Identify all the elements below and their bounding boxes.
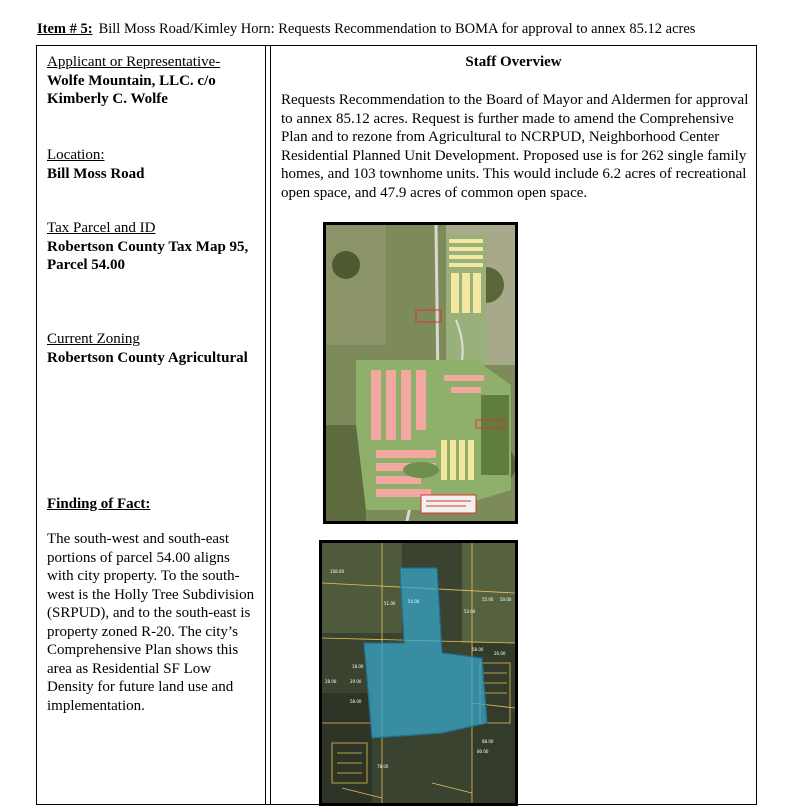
staff-overview-heading: Staff Overview: [465, 54, 562, 70]
tax-parcel-field: [47, 219, 259, 275]
parcel-label: 54.00: [408, 599, 420, 604]
parcel-label: 108.00: [330, 569, 344, 574]
parcel-map-aerial-icon: [322, 543, 515, 803]
item-number: Item # 5:: [37, 21, 93, 37]
site-plan-aerial-icon: [326, 225, 515, 521]
applicant-field: [47, 53, 259, 109]
parcel-label: 53.00: [464, 609, 476, 614]
parcel-label: 18.00: [352, 664, 364, 669]
zoning-field: [47, 330, 259, 367]
parcel-label: 80.00: [477, 749, 489, 754]
finding-label: Finding of Fact:: [47, 496, 151, 512]
zoning-label: Current Zoning: [47, 331, 140, 347]
parcel-label: 26.00: [494, 651, 506, 656]
parcel-label: 58.00: [350, 699, 362, 704]
item-description: Bill Moss Road/Kimley Horn: Requests Recommendation to BOMA for approval to annex 85.12 acres: [98, 21, 696, 37]
parcel-label: 51.00: [384, 601, 396, 606]
applicant-value: Wolfe Mountain, LLC. c/o Kimberly C. Wolfe: [47, 72, 216, 107]
tax-parcel-label: Tax Parcel and ID: [47, 220, 156, 236]
location-label: Location:: [47, 147, 105, 163]
location-value: Bill Moss Road: [47, 165, 145, 182]
parcel-label: 88.00: [482, 739, 494, 744]
staff-overview-text: Requests Recommendation to the Board of Mayor and Aldermen for approval to annex 85.12 acres. Request is further made to amend the Comprehensive Plan and to rezone from Agricultural to NCRPUD, Neighborhood Center Residential Planned Unit Development. Proposed use is for 262 single family homes, and 103 townhome units. This would include 6.2 acres of recreational open space, and 47.9 acres of common open space.: [281, 92, 749, 201]
item-title: [37, 21, 695, 38]
parcel-label: 29.00: [350, 679, 362, 684]
applicant-label: Applicant or Representative-: [47, 54, 221, 70]
details-column: [37, 46, 266, 804]
item-table: [36, 45, 757, 805]
location-field: [47, 146, 259, 183]
parcel-map-image: [319, 540, 518, 806]
parcel-label: 50.00: [500, 597, 512, 602]
tax-parcel-value: Robertson County Tax Map 95, Parcel 54.00: [47, 238, 249, 273]
parcel-label: 58.00: [472, 647, 484, 652]
site-plan-image: [323, 222, 518, 524]
parcel-label: 28.00: [325, 679, 337, 684]
finding-of-fact-heading: [47, 495, 259, 514]
finding-of-fact-text: The south-west and south-east portions of parcel 54.00 aligns with city property. To the south-west is the Holly Tree Subdivision (SRPUD), and to the south-east is property zoned R-20. The city’s Comprehensive Plan shows this area as Residential SF Low Density for future land use and implementation.: [47, 531, 255, 714]
zoning-value: Robertson County Agricultural: [47, 349, 248, 366]
parcel-label: 55.00: [482, 597, 494, 602]
staff-overview-column: [270, 46, 756, 804]
parcel-label: 78.00: [377, 764, 389, 769]
